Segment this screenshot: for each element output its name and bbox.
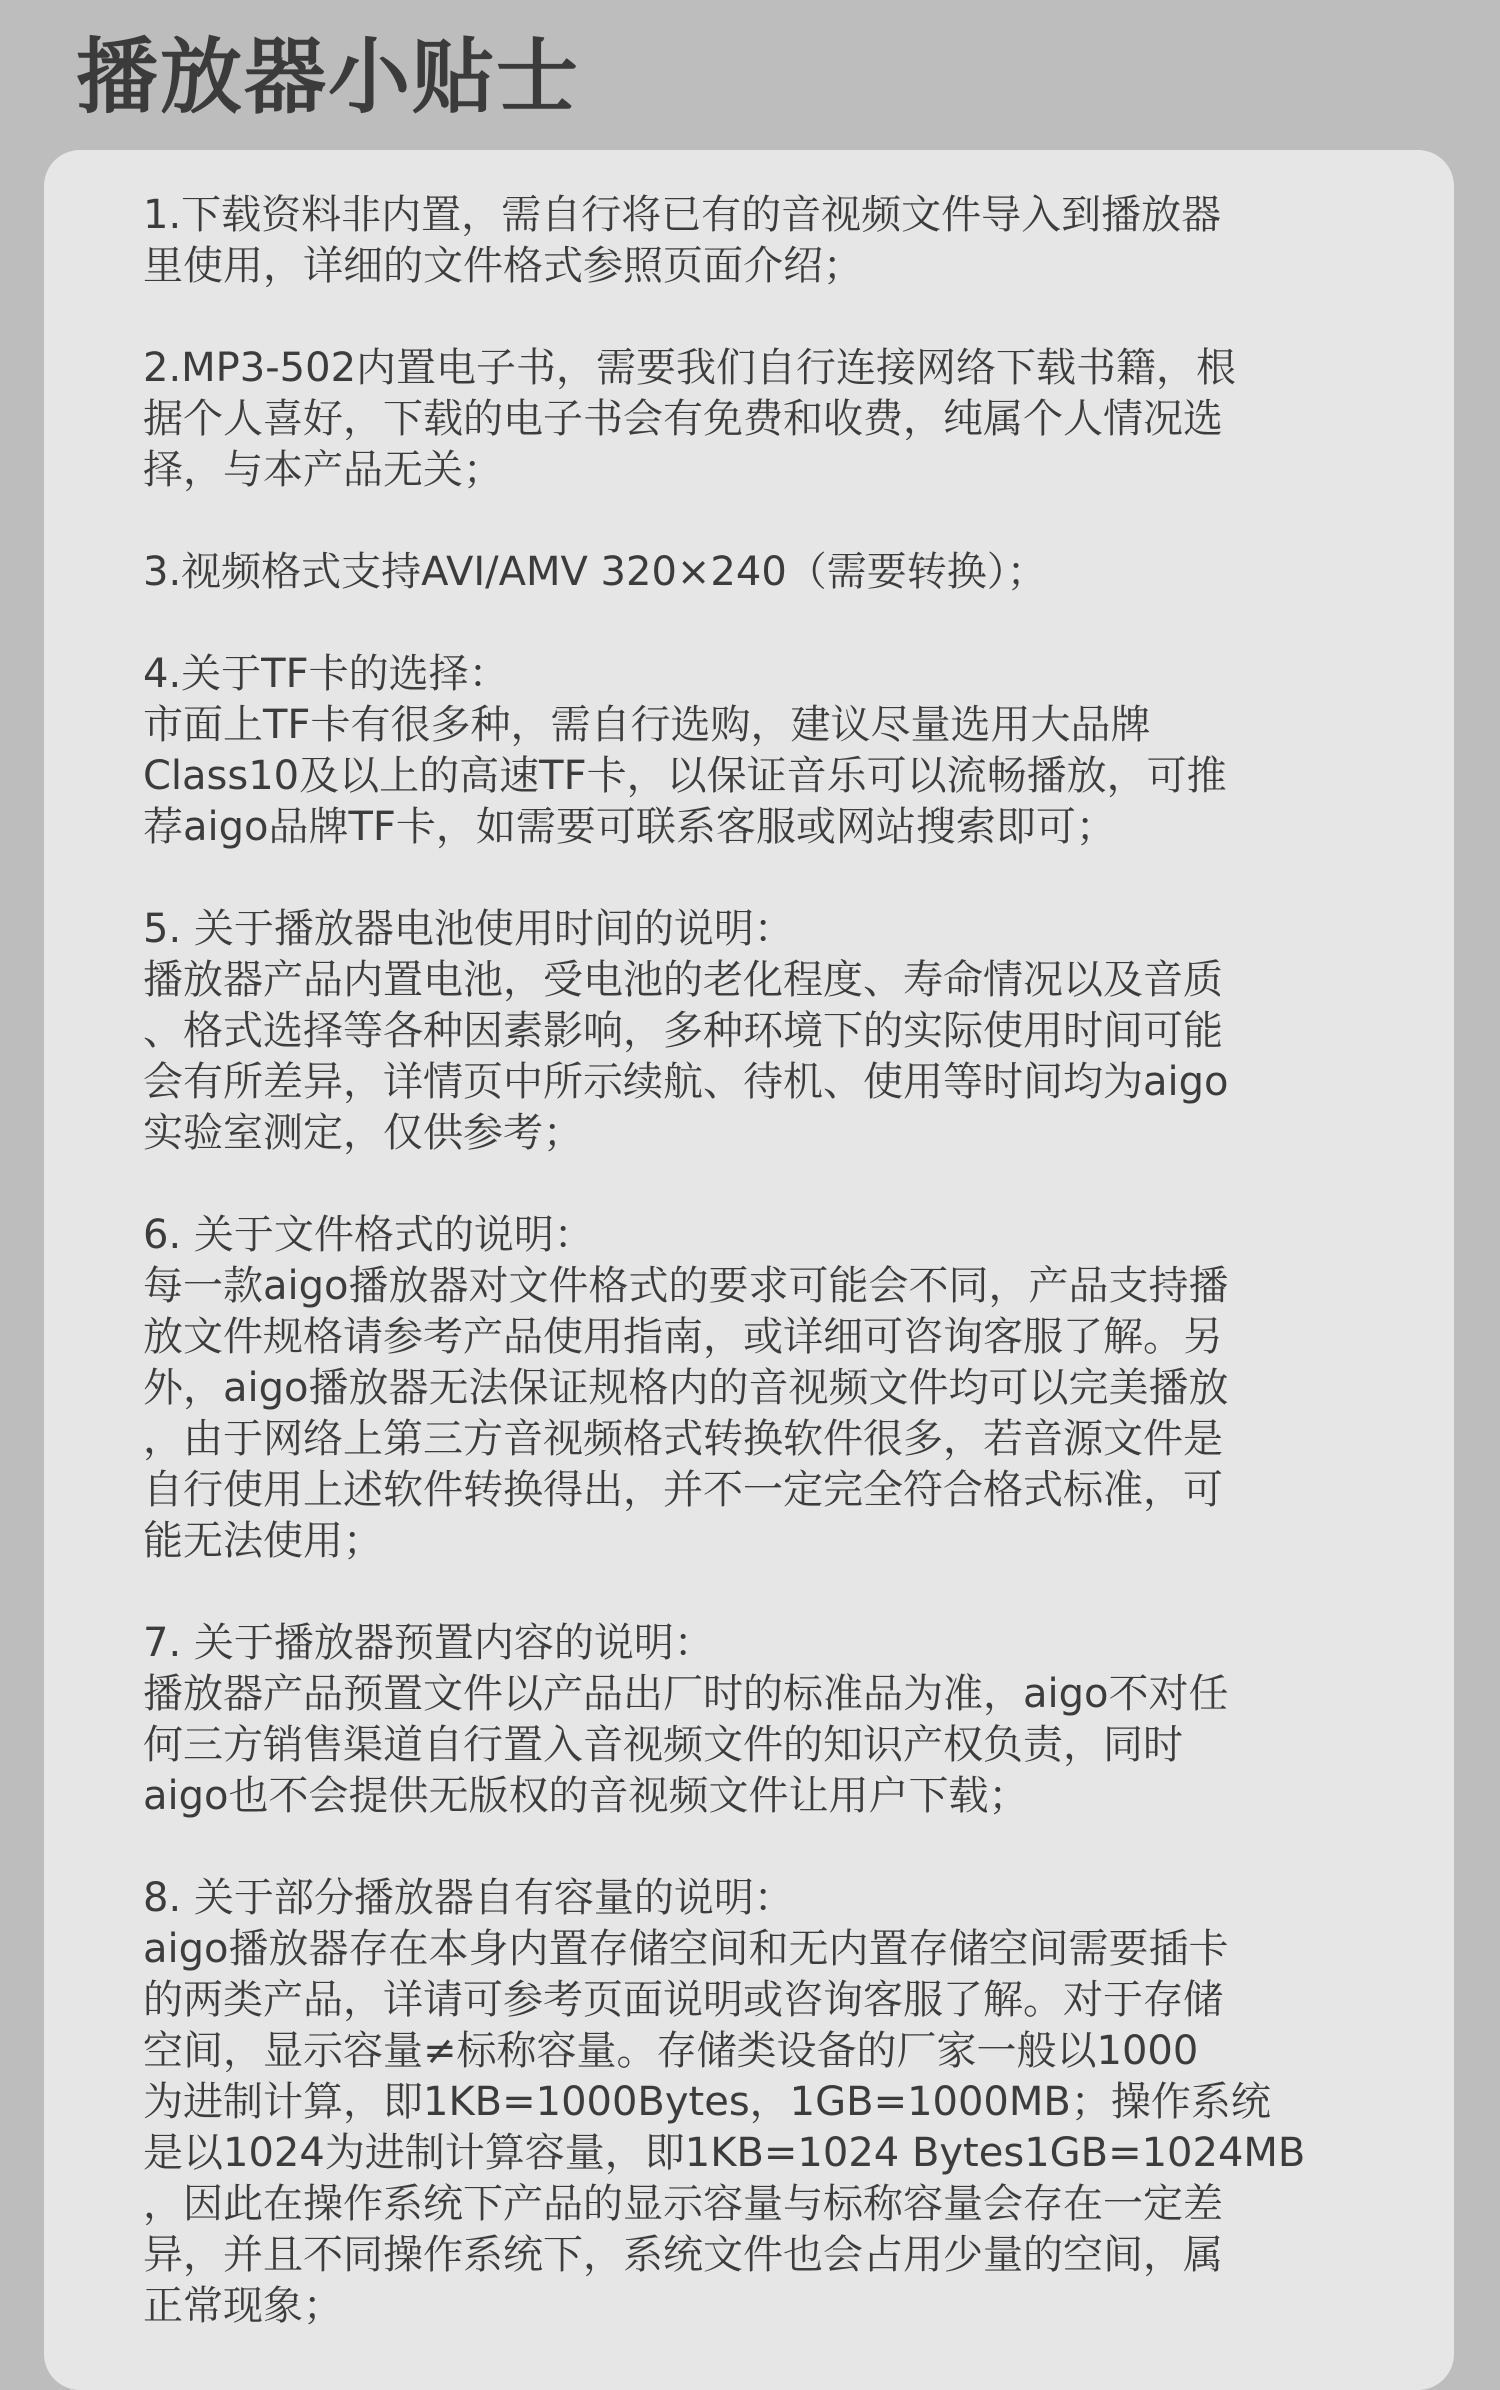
tip-item <box>143 1873 1368 2332</box>
tip-item <box>143 1618 1368 1822</box>
tip-line: 8. 关于部分播放器自有容量的说明： <box>143 1875 794 1921</box>
tip-line: 放文件规格请参考产品使用指南，或详细可咨询客服了解。另 <box>143 1314 1223 1360</box>
tip-line: 3.视频格式支持AVI/AMV 320×240（需要转换）； <box>143 549 1047 595</box>
tip-item <box>143 904 1368 1159</box>
tip-line: 据个人喜好，下载的电子书会有免费和收费，纯属个人情况选 <box>143 396 1223 442</box>
tip-line: 7. 关于播放器预置内容的说明： <box>143 1620 714 1666</box>
tip-line: 何三方销售渠道自行置入音视频文件的知识产权负责，同时 <box>143 1722 1183 1768</box>
tip-item <box>143 649 1368 853</box>
tip-line: 里使用，详细的文件格式参照页面介绍； <box>143 243 863 289</box>
tip-line: 每一款aigo播放器对文件格式的要求可能会不同，产品支持播 <box>143 1263 1229 1309</box>
tip-line: 播放器产品内置电池，受电池的老化程度、寿命情况以及音质 <box>143 957 1223 1003</box>
tip-line: Class10及以上的高速TF卡，以保证音乐可以流畅播放，可推 <box>143 753 1227 799</box>
tip-line: 异，并且不同操作系统下，系统文件也会占用少量的空间，属 <box>143 2232 1223 2278</box>
tip-line: 自行使用上述软件转换得出，并不一定完全符合格式标准，可 <box>143 1467 1223 1513</box>
tip-line: 为进制计算，即1KB=1000Bytes，1GB=1000MB；操作系统 <box>143 2079 1271 2125</box>
tip-line: 市面上TF卡有很多种，需自行选购，建议尽量选用大品牌 <box>143 702 1151 748</box>
tip-item <box>143 547 1368 598</box>
tip-item <box>143 1210 1368 1567</box>
tip-line: 、格式选择等各种因素影响，多种环境下的实际使用时间可能 <box>143 1008 1223 1054</box>
tip-line: 6. 关于文件格式的说明： <box>143 1212 594 1258</box>
tip-line: 空间，显示容量≠标称容量。存储类设备的厂家一般以1000 <box>143 2028 1199 2074</box>
tip-line: 择，与本产品无关； <box>143 447 503 493</box>
tip-line: 1.下载资料非内置，需自行将已有的音视频文件导入到播放器 <box>143 192 1222 238</box>
tip-item <box>143 190 1368 292</box>
tip-line: 5. 关于播放器电池使用时间的说明： <box>143 906 794 952</box>
tip-line: 播放器产品预置文件以产品出厂时的标准品为准，aigo不对任 <box>143 1671 1229 1717</box>
tip-line: ，因此在操作系统下产品的显示容量与标称容量会存在一定差 <box>143 2181 1223 2227</box>
page-title: 播放器小贴士 <box>76 30 581 125</box>
tip-item <box>143 343 1368 496</box>
tip-line: 2.MP3-502内置电子书，需要我们自行连接网络下载书籍，根 <box>143 345 1237 391</box>
tip-line: 实验室测定，仅供参考； <box>143 1110 583 1156</box>
tips-card <box>44 150 1454 2390</box>
tip-line: ，由于网络上第三方音视频格式转换软件很多，若音源文件是 <box>143 1416 1223 1462</box>
tips-list <box>143 190 1368 2332</box>
tip-line: aigo播放器存在本身内置存储空间和无内置存储空间需要插卡 <box>143 1926 1229 1972</box>
tip-line: 正常现象； <box>143 2283 343 2329</box>
tip-line: 的两类产品，详请可参考页面说明或咨询客服了解。对于存储 <box>143 1977 1223 2023</box>
tip-line: 荐aigo品牌TF卡，如需要可联系客服或网站搜索即可； <box>143 804 1116 850</box>
tip-line: 外，aigo播放器无法保证规格内的音视频文件均可以完美播放 <box>143 1365 1229 1411</box>
tip-line: 是以1024为进制计算容量，即1KB=1024 Bytes1GB=1024MB <box>143 2130 1306 2176</box>
tip-line: 能无法使用； <box>143 1518 383 1564</box>
tip-line: 会有所差异，详情页中所示续航、待机、使用等时间均为aigo <box>143 1059 1229 1105</box>
tip-line: aigo也不会提供无版权的音视频文件让用户下载； <box>143 1773 1029 1819</box>
tip-line: 4.关于TF卡的选择： <box>143 651 509 697</box>
